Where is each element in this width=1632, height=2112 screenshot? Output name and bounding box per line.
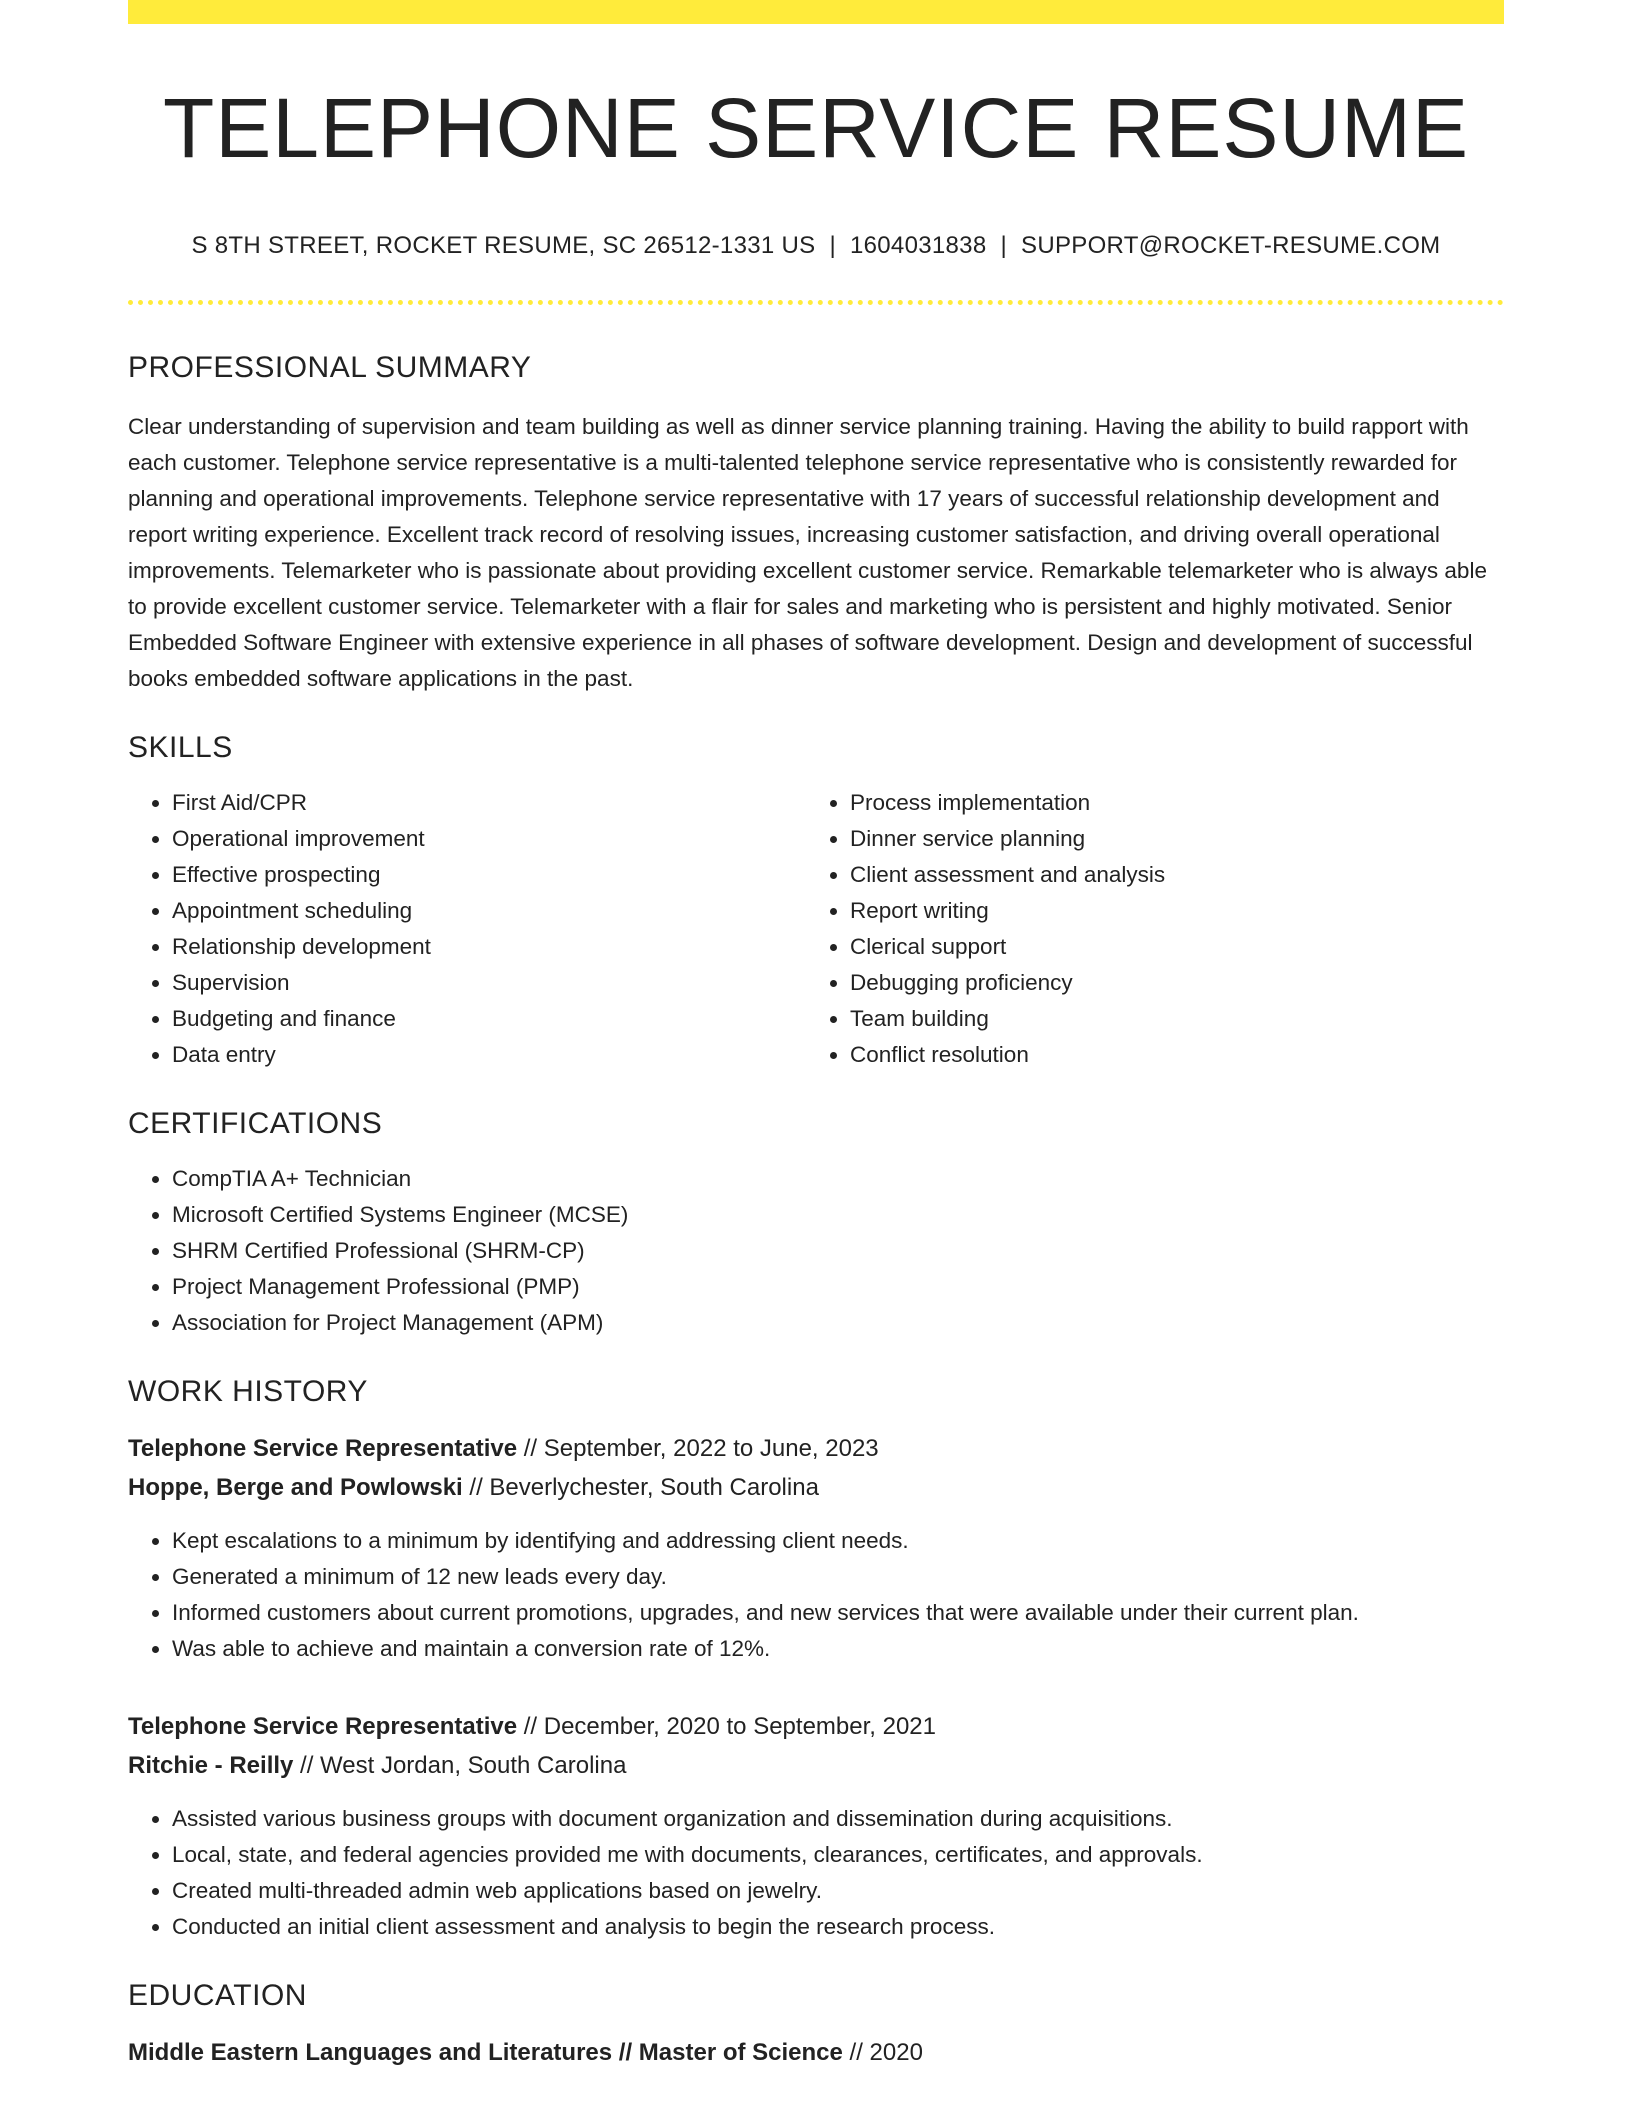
skill-item: • Relationship development: [172, 929, 806, 965]
skill-item: • Process implementation: [850, 785, 1490, 821]
job-bullet: • Local, state, and federal agencies provided me with documents, clearances, certificates, and approvals.: [172, 1837, 1504, 1873]
skills-list-left: [128, 785, 806, 1073]
job-bullet: • Created multi-threaded admin web applications based on jewelry.: [172, 1873, 1504, 1909]
skill-item: • Client assessment and analysis: [850, 857, 1490, 893]
job-bullets: [128, 1801, 1504, 1945]
job-company: Hoppe, Berge and Powlowski: [128, 1474, 463, 1502]
skill-item: • Clerical support: [850, 929, 1490, 965]
certification-item: • CompTIA A+ Technician: [172, 1161, 1504, 1197]
skill-item: • Team building: [850, 1001, 1490, 1037]
job-bullet: • Generated a minimum of 12 new leads every day.: [172, 1559, 1504, 1595]
certification-item: • SHRM Certified Professional (SHRM-CP): [172, 1233, 1504, 1269]
summary-heading: PROFESSIONAL SUMMARY: [128, 351, 532, 385]
job-bullet: • Kept escalations to a minimum by identifying and addressing client needs.: [172, 1523, 1504, 1559]
job-role: Telephone Service Representative: [128, 1435, 518, 1463]
top-accent-bar: [128, 0, 1504, 24]
certifications-list: [128, 1161, 1504, 1341]
skills-section: [128, 731, 1504, 1073]
job-entry: [128, 1429, 1504, 1667]
contact-separator: |: [829, 232, 836, 260]
job-entry: [128, 1707, 1504, 1945]
skills-columns: [128, 785, 1504, 1073]
job-location: // Beverlychester, South Carolina: [462, 1474, 819, 1502]
job-bullet: • Was able to achieve and maintain a conversion rate of 12%.: [172, 1631, 1504, 1667]
education-entry: [128, 2033, 1504, 2072]
education-heading: EDUCATION: [128, 1979, 307, 2013]
skill-item: • Budgeting and finance: [172, 1001, 806, 1037]
contact-address: S 8TH STREET, ROCKET RESUME, SC 26512-1331 US: [191, 232, 816, 260]
job-dates: // December, 2020 to September, 2021: [517, 1713, 936, 1741]
skill-item: • Appointment scheduling: [172, 893, 806, 929]
job-role-line: [128, 1429, 1504, 1468]
dotted-divider: [128, 300, 1504, 305]
job-company: Ritchie - Reilly: [128, 1752, 294, 1780]
certification-item: • Association for Project Management (APM): [172, 1305, 1504, 1341]
work-history-heading: WORK HISTORY: [128, 1375, 368, 1409]
job-bullet: • Assisted various business groups with document organization and dissemination during acquisitions.: [172, 1801, 1504, 1837]
skill-item: • Effective prospecting: [172, 857, 806, 893]
skills-heading: SKILLS: [128, 731, 233, 765]
skill-item: • Operational improvement: [172, 821, 806, 857]
job-bullet: • Informed customers about current promotions, upgrades, and new services that were available under their current plan.: [172, 1595, 1504, 1631]
skill-item: • Supervision: [172, 965, 806, 1001]
job-bullet: • Conducted an initial client assessment and analysis to begin the research process.: [172, 1909, 1504, 1945]
education-year: // 2020: [842, 2039, 923, 2067]
job-bullets: [128, 1523, 1504, 1667]
job-location: // West Jordan, South Carolina: [293, 1752, 627, 1780]
job-dates: // September, 2022 to June, 2023: [517, 1435, 879, 1463]
work-history-section: [128, 1375, 1504, 1945]
skill-item: • Dinner service planning: [850, 821, 1490, 857]
certification-item: • Microsoft Certified Systems Engineer (MCSE): [172, 1197, 1504, 1233]
contact-line: [128, 232, 1504, 260]
contact-phone: 1604031838: [849, 232, 987, 260]
certifications-heading: CERTIFICATIONS: [128, 1107, 383, 1141]
resume-title: TELEPHONE SERVICE RESUME: [162, 81, 1470, 175]
skills-list-right: [806, 785, 1490, 1073]
skill-item: • Conflict resolution: [850, 1037, 1490, 1073]
job-company-line: [128, 1468, 1504, 1507]
job-company-line: [128, 1746, 1504, 1785]
job-role: Telephone Service Representative: [128, 1713, 518, 1741]
contact-separator: |: [1000, 232, 1008, 260]
education-section: [128, 1979, 1504, 2072]
skill-item: • Data entry: [172, 1037, 806, 1073]
skill-item: • First Aid/CPR: [172, 785, 806, 821]
certifications-section: [128, 1107, 1504, 1341]
skill-item: • Report writing: [850, 893, 1490, 929]
resume-page: [128, 0, 1504, 2072]
skill-item: • Debugging proficiency: [850, 965, 1490, 1001]
summary-text: Clear understanding of supervision and team building as well as dinner service planning training. Having the ability to build rapport with each customer. Telephone service representative is a multi-talented telephone service representative who is consistently rewarded for planning and operational improvements. Telephone service representative with 17 years of successful relationship development and report writing experience. Excellent track record of resolving issues, increasing customer satisfaction, and driving overall operational improvements. Telemarketer who is passionate about providing excellent customer service. Remarkable telemarketer who is always able to provide excellent customer service. Telemarketer with a flair for sales and marketing who is persistent and highly motivated. Senior Embedded Software Engineer with extensive experience in all phases of software development. Design and development of successful books embedded software applications in the past.: [128, 414, 1487, 692]
education-degree: Middle Eastern Languages and Literatures // Master of Science: [128, 2039, 843, 2067]
contact-email: SUPPORT@ROCKET-RESUME.COM: [1021, 232, 1441, 260]
job-role-line: [128, 1707, 1504, 1746]
certification-item: • Project Management Professional (PMP): [172, 1269, 1504, 1305]
